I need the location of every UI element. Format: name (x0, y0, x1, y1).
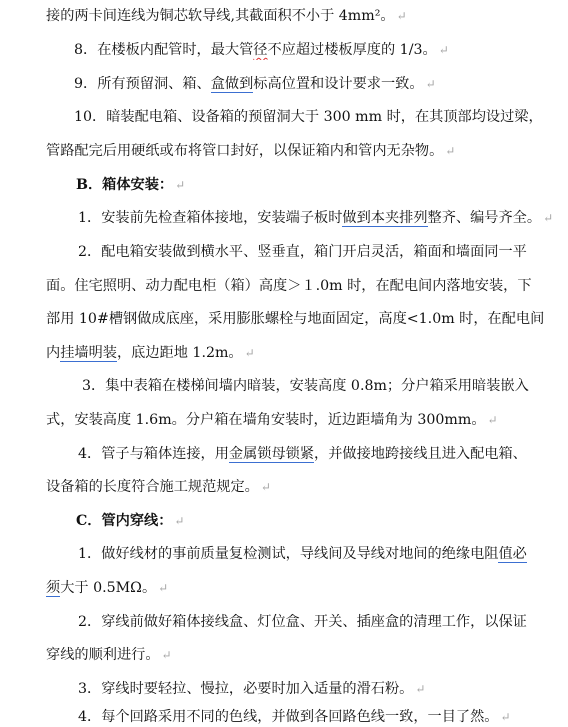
list-item-c1 (78, 544, 568, 564)
grammar-underlined-phrase: 值必 (498, 546, 527, 562)
text-span: 接的两卡间连线为铜芯软导线,其截面积不小于 4mm²。 (46, 8, 395, 24)
list-item-b3 (82, 376, 568, 396)
text-span: 穿线的顺利进行。 (46, 647, 160, 663)
paragraph-mark-icon: ↵ (438, 43, 449, 57)
text-line (46, 645, 568, 665)
text-line (46, 410, 568, 430)
paragraph-mark-icon: ↵ (543, 211, 554, 225)
text-span: ，底边距地 1.2m。 (116, 345, 243, 361)
text-span: 9．所有预留洞、箱、 (74, 76, 211, 92)
text-span: 整齐、编号齐全。 (427, 210, 542, 226)
paragraph-mark-icon: ↵ (487, 413, 498, 427)
list-item-b4 (78, 444, 568, 464)
text-span: 1．安装前先检查箱体接地，安装端子板时 (78, 210, 343, 226)
list-item-c3 (78, 679, 568, 699)
text-span: 不应超过楼板厚度的 1/3。 (267, 42, 437, 58)
text-line (46, 141, 568, 161)
grammar-underlined-phrase: 盒做到 (210, 76, 254, 92)
text-span: 标高位置和设计要求一致。 (253, 76, 424, 92)
text-line (46, 477, 568, 497)
text-span: 内 (46, 345, 61, 361)
text-line (46, 578, 568, 598)
paragraph-mark-icon: ↵ (161, 648, 172, 662)
grammar-underlined-phrase: 须 (46, 580, 61, 596)
text-span: 2．配电箱安装做到横水平、竖垂直，箱门开启灵活，箱面和墙面同一平 (78, 244, 527, 260)
text-line (46, 276, 568, 296)
paragraph-mark-icon: ↵ (500, 710, 511, 724)
paragraph-mark-icon: ↵ (175, 178, 186, 192)
text-span: 管路配完后用硬纸或布将管口封好，以保证箱内和管内无杂物。 (46, 143, 444, 159)
text-line (46, 6, 568, 26)
section-heading-c (76, 511, 568, 531)
paragraph-mark-icon: ↵ (425, 77, 436, 91)
text-span: 大于 0.5MΩ。 (60, 580, 157, 596)
text-span: 1．做好线材的事前质量复检测试，导线间及导线对地间的绝缘电阻 (78, 546, 499, 562)
paragraph-mark-icon: ↵ (158, 581, 169, 595)
text-span: 10．暗装配电箱、设备箱的预留洞大于 300 mm 时，在其顶部均设过梁， (74, 109, 543, 125)
text-span: 4．管子与箱体连接，用 (78, 446, 229, 462)
paragraph-mark-icon: ↵ (174, 514, 185, 528)
paragraph-mark-icon: ↵ (260, 480, 271, 494)
text-span: ，并做接地跨接线且进入配电箱、 (314, 446, 527, 462)
text-span: 8．在楼板内配管时，最大管 (74, 42, 254, 58)
text-line (46, 309, 568, 329)
list-item-9 (74, 74, 568, 94)
list-item-c4 (78, 707, 568, 727)
spellcheck-word: 径 (253, 42, 268, 58)
section-heading-b (76, 175, 568, 195)
list-item-b2 (78, 242, 568, 262)
text-span: 4．每个回路采用不同的色线，并做到各回路色线一致，一目了然。 (78, 709, 499, 725)
paragraph-mark-icon: ↵ (244, 346, 255, 360)
paragraph-mark-icon: ↵ (445, 144, 456, 158)
list-item-10 (74, 107, 568, 127)
list-item-8 (74, 40, 568, 60)
text-span: 2．穿线前做好箱体接线盒、灯位盒、开关、插座盒的清理工作，以保证 (78, 614, 527, 630)
heading-text: C．管内穿线： (76, 513, 173, 529)
text-span: 部用 10#槽钢做成底座，采用膨胀螺栓与地面固定，高度<1.0m 时，在配电间 (46, 311, 545, 327)
text-span: 式，安装高度 1.6m。分户箱在墙角安装时，近边距墙角为 300mm。 (46, 412, 486, 428)
grammar-underlined-phrase: 挂墙明装 (60, 345, 117, 361)
text-line (46, 343, 568, 363)
text-span: 面。住宅照明、动力配电柜（箱）高度＞１.0m 时，在配电间内落地安装，下 (46, 278, 532, 294)
list-item-c2 (78, 612, 568, 632)
paragraph-mark-icon: ↵ (415, 682, 426, 696)
paragraph-mark-icon: ↵ (396, 9, 407, 23)
text-span: 3．集中表箱在楼梯间墙内暗装，安装高度 0.8m；分户箱采用暗装嵌入 (82, 378, 529, 394)
text-span: 设备箱的长度符合施工规范规定。 (46, 479, 259, 495)
heading-text: B．箱体安装： (76, 177, 174, 193)
grammar-underlined-phrase: 金属锁母锁紧 (228, 446, 315, 462)
text-span: 3．穿线时要轻拉、慢拉，必要时加入适量的滑石粉。 (78, 681, 414, 697)
grammar-underlined-phrase: 做到本夹排列 (342, 210, 428, 226)
list-item-b1 (78, 208, 568, 228)
